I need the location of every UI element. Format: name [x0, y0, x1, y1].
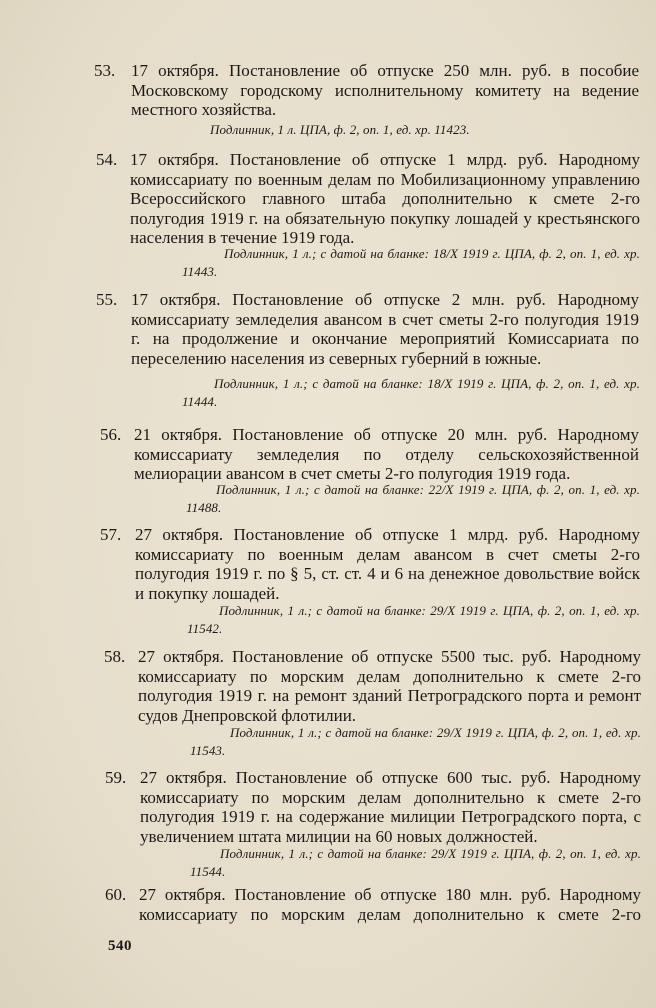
entry-source: Подлинник, 1 л.; с датой на бланке: 29/X 1919 г. ЦПА, ф. 2, оп. 1, ед. хр. 11542.	[187, 603, 640, 636]
entry-text: 21 октября. Постановление об отпуске 20 млн. руб. Народному комиссариату земледелия по отделу сельскохозяйственной мелиорации авансом в счет сметы 2-го полугодия 1919 года.	[134, 425, 639, 483]
entry-number: 55.	[96, 290, 118, 309]
entry-number: 54.	[96, 150, 118, 169]
entry-source: Подлинник, 1 л.; с датой на бланке: 22/X 1919 г. ЦПА, ф. 2, оп. 1, ед. хр. 11488.	[186, 482, 640, 515]
entry-text: 27 октября. Постановление об отпуске 1 млрд. руб. Народному комиссариату по военным делам авансом в счет сметы 2-го полугодия 1919 г. по § 5, ст. ст. 4 и 6 на денежное довольствие войск и покупку лошадей.	[135, 525, 640, 603]
entry-text: 17 октября. Постановление об отпуске 1 млрд. руб. Народному комиссариату по военным делам по Мобилизационному управлению Всероссийского главного штаба дополнительно к смете 2-го полугодия 1919 г. на обязательную покупку лошадей у крестьянского населения в течение 1919 года.	[130, 150, 640, 247]
entry-number: 53.	[94, 61, 116, 80]
entry-text: 27 октября. Постановление об отпуске 180 млн. руб. Народному комиссариату по морским делам дополнительно к смете 2-го	[139, 885, 641, 924]
entry-source: Подлинник, 1 л.; с датой на бланке: 29/X 1919 г. ЦПА, ф. 2, оп. 1, ед. хр. 11543.	[190, 725, 641, 758]
entry-source: Подлинник, 1 л.; с датой на бланке: 18/X 1919 г. ЦПА, ф. 2, оп. 1, ед. хр. 11443.	[182, 246, 640, 279]
entry-source: Подлинник, 1 л.; с датой на бланке: 29/X 1919 г. ЦПА, ф. 2, оп. 1, ед. хр. 11544.	[190, 846, 641, 879]
entry-text: 17 октября. Постановление об отпуске 2 млн. руб. Народному комиссариату земледелия авансом в счет сметы 2-го полугодия 1919 г. на продолжение и окончание мероприятий Комиссариата по переселению населения из северных губерний в южные.	[131, 290, 639, 368]
entry-text: 27 октября. Постановление об отпуске 600 тыс. руб. Народному комиссариату по морским делам дополнительно к смете 2-го полугодия 1919 г. на содержание милиции Петроградского порта, с увеличением штата милиции на 60 новых должностей.	[140, 768, 641, 846]
entry-source: Подлинник, 1 л.; с датой на бланке: 18/X 1919 г. ЦПА, ф. 2, оп. 1, ед. хр. 11444.	[182, 376, 640, 409]
entry-number: 60.	[105, 885, 127, 904]
page-number: 540	[108, 938, 132, 954]
entry-number: 56.	[100, 425, 122, 444]
entry-source: Подлинник, 1 л. ЦПА, ф. 2, оп. 1, ед. хр. 11423.	[210, 122, 470, 137]
entry-number: 57.	[100, 525, 122, 544]
entry-number: 58.	[104, 647, 126, 666]
entry-number: 59.	[105, 768, 127, 787]
entry-text: 27 октября. Постановление об отпуске 5500 тыс. руб. Народному комиссариату по морским делам дополнительно к смете 2-го полугодия 1919 г. на ремонт зданий Петроградского порта и ремонт судов Днепровской флотилии.	[138, 647, 641, 725]
entry-text: 17 октября. Постановление об отпуске 250 млн. руб. в пособие Московскому городскому исполнительному комитету на ведение местного хозяйства.	[131, 61, 639, 119]
